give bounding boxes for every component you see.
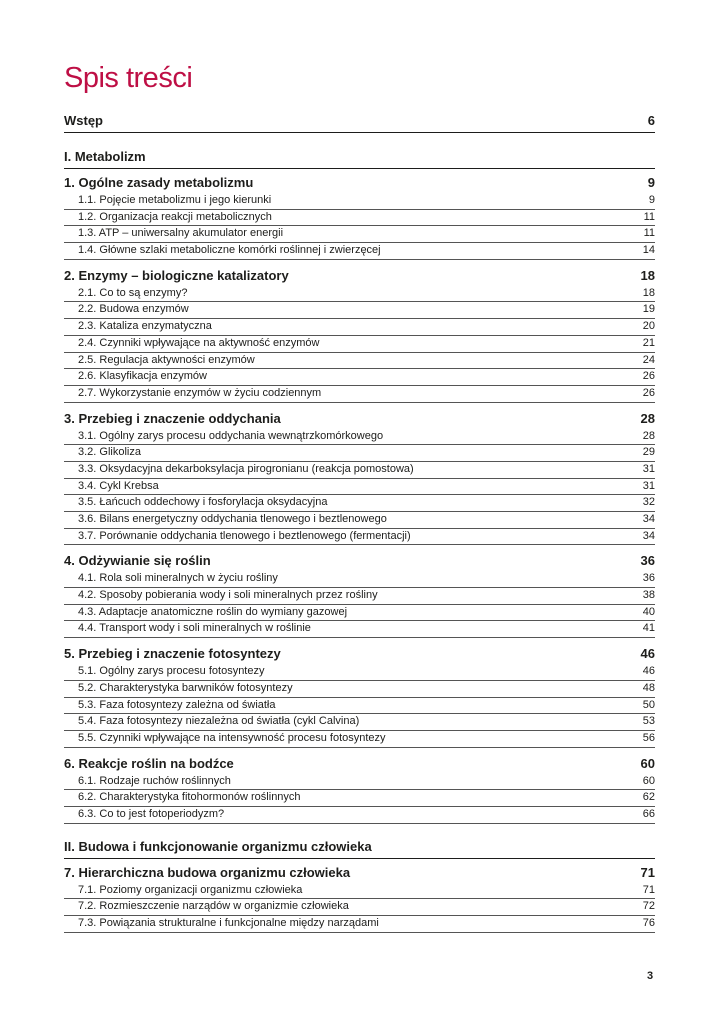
toc-entry-page-number: 56 bbox=[642, 731, 655, 744]
toc-entry[interactable] bbox=[64, 369, 655, 386]
toc-entry-label: 6.2. Charakterystyka fitohormonów roślinnych bbox=[78, 791, 301, 804]
toc-entry-page-number: 38 bbox=[642, 589, 655, 602]
toc-entry-label: 3.7. Porównanie oddychania tlenowego i beztlenowego (fermentacji) bbox=[78, 529, 411, 542]
toc-chapter-heading-page-number: 36 bbox=[640, 553, 655, 569]
toc-chapter bbox=[64, 267, 655, 403]
toc-entry-label: 2.6. Klasyfikacja enzymów bbox=[78, 370, 207, 383]
toc-entry-page-number: 40 bbox=[642, 605, 655, 618]
toc-entry-label: 2.4. Czynniki wpływające na aktywność enzymów bbox=[78, 336, 320, 349]
toc-entry[interactable] bbox=[64, 386, 655, 403]
toc-entry-page-number: 11 bbox=[643, 227, 655, 240]
toc-entry-page-number: 36 bbox=[642, 572, 655, 585]
toc-entry-label: 2.3. Kataliza enzymatyczna bbox=[78, 320, 212, 333]
toc-entry[interactable] bbox=[64, 243, 655, 260]
toc-entry[interactable] bbox=[64, 353, 655, 370]
toc-entry-label: 4.4. Transport wody i soli mineralnych w roślinie bbox=[78, 622, 311, 635]
toc-entry[interactable] bbox=[64, 286, 655, 303]
toc-entry-label: 6.1. Rodzaje ruchów roślinnych bbox=[78, 774, 231, 787]
toc-entry-label: 3.5. Łańcuch oddechowy i fosforylacja oksydacyjna bbox=[78, 496, 328, 509]
toc-chapter-heading-page-number: 18 bbox=[640, 267, 655, 283]
page-number: 3 bbox=[647, 970, 654, 982]
toc-chapter-heading-page-number: 60 bbox=[640, 755, 655, 771]
toc-chapter-heading-page-number: 28 bbox=[640, 410, 655, 426]
toc-chapter-heading-label: 1. Ogólne zasady metabolizmu bbox=[64, 175, 254, 190]
toc-entry[interactable] bbox=[64, 429, 655, 446]
toc-entry-page-number: 9 bbox=[648, 194, 655, 206]
toc-chapter-heading[interactable] bbox=[64, 174, 655, 193]
toc-entry[interactable] bbox=[64, 210, 655, 227]
toc-entry-label: 4.3. Adaptacje anatomiczne roślin do wymiany gazowej bbox=[78, 605, 348, 618]
toc-entry-page-number: 31 bbox=[642, 479, 655, 492]
toc-entry-page-number: 76 bbox=[642, 917, 655, 929]
toc-entry-page-number: 26 bbox=[642, 370, 655, 383]
toc-entry-label: 5.2. Charakterystyka barwników fotosyntezy bbox=[78, 681, 293, 694]
toc-entry[interactable] bbox=[64, 495, 655, 512]
toc-entry[interactable] bbox=[64, 681, 655, 698]
toc-entry-label: 5.5. Czynniki wpływające na intensywność procesu fotosyntezy bbox=[78, 731, 386, 744]
toc-entry[interactable] bbox=[64, 731, 655, 748]
toc-chapter bbox=[64, 174, 655, 260]
toc-chapter-heading-label: 2. Enzymy – biologiczne katalizatory bbox=[64, 267, 289, 283]
toc-entry[interactable] bbox=[64, 336, 655, 353]
toc-chapter-heading-page-number: 71 bbox=[640, 864, 655, 880]
toc-chapter-heading-label: 4. Odżywianie się roślin bbox=[64, 553, 211, 569]
toc-entry-page-number: 66 bbox=[642, 807, 655, 820]
toc-entry-page-number: 11 bbox=[643, 210, 655, 223]
toc-chapter bbox=[64, 755, 655, 824]
toc-entry-page-number: 14 bbox=[642, 244, 655, 257]
toc-entry[interactable] bbox=[64, 621, 655, 638]
toc-entry[interactable] bbox=[64, 529, 655, 546]
toc-intro-page-number: 6 bbox=[647, 113, 655, 128]
toc-intro[interactable] bbox=[64, 111, 655, 132]
toc-entry-label: 5.1. Ogólny zarys procesu fotosyntezy bbox=[78, 665, 265, 678]
toc-entry-label: 1.3. ATP – uniwersalny akumulator energii bbox=[78, 227, 284, 240]
toc-chapter bbox=[64, 410, 655, 546]
toc-entry-label: 3.1. Ogólny zarys procesu oddychania wewnątrzkomórkowego bbox=[78, 429, 384, 442]
toc-entry[interactable] bbox=[64, 899, 655, 916]
toc-entry[interactable] bbox=[64, 807, 655, 824]
toc-chapter-heading-label: 5. Przebieg i znaczenie fotosyntezy bbox=[64, 646, 281, 662]
toc-entry[interactable] bbox=[64, 462, 655, 479]
toc-chapter-heading[interactable] bbox=[64, 267, 655, 286]
toc-entry-label: 7.2. Rozmieszczenie narządów w organizmie człowieka bbox=[78, 900, 349, 913]
toc-entry-label: 3.6. Bilans energetyczny oddychania tlenowego i beztlenowego bbox=[78, 513, 387, 525]
toc-entry-page-number: 34 bbox=[642, 513, 655, 525]
toc-entry-page-number: 48 bbox=[642, 681, 655, 694]
toc-entry-label: 5.4. Faza fotosyntezy niezależna od światła (cykl Calvina) bbox=[78, 715, 360, 728]
toc-entry-label: 4.2. Sposoby pobierania wody i soli mineralnych przez rośliny bbox=[78, 589, 378, 602]
toc-entry-label: 3.2. Glikoliza bbox=[78, 446, 141, 459]
toc-entry-page-number: 46 bbox=[642, 665, 655, 678]
toc-entry-page-number: 60 bbox=[642, 774, 655, 787]
toc-entry-page-number: 62 bbox=[642, 791, 655, 804]
toc-entry-page-number: 26 bbox=[642, 386, 655, 399]
toc-entry-label: 6.3. Co to jest fotoperiodyzm? bbox=[78, 807, 225, 820]
toc-entry-page-number: 21 bbox=[642, 336, 655, 349]
toc-entry-page-number: 24 bbox=[642, 353, 655, 366]
toc-part-label: II. Budowa i funkcjonowanie organizmu człowieka bbox=[64, 838, 372, 854]
toc-entry[interactable] bbox=[64, 790, 655, 807]
toc-entry-label: 7.1. Poziomy organizacji organizmu człowieka bbox=[78, 883, 303, 896]
toc-entry-label: 3.4. Cykl Krebsa bbox=[78, 479, 159, 492]
toc-entry-page-number: 41 bbox=[642, 622, 655, 635]
toc-part[interactable] bbox=[64, 147, 655, 169]
toc-entry-label: 2.1. Co to są enzymy? bbox=[78, 286, 188, 299]
toc-chapter-heading[interactable] bbox=[64, 864, 655, 883]
toc-entry-page-number: 71 bbox=[642, 883, 655, 896]
toc-entry-page-number: 29 bbox=[642, 446, 655, 459]
toc-chapter-heading-label: 3. Przebieg i znaczenie oddychania bbox=[64, 410, 281, 426]
toc-entry[interactable] bbox=[64, 302, 655, 319]
page-title: Spis treści bbox=[64, 62, 193, 94]
toc-entry[interactable] bbox=[64, 698, 655, 715]
toc-entry[interactable] bbox=[64, 588, 655, 605]
toc-entry-page-number: 34 bbox=[642, 529, 655, 542]
toc-entry[interactable] bbox=[64, 226, 655, 243]
toc-entry[interactable] bbox=[64, 664, 655, 681]
toc-entry-page-number: 20 bbox=[642, 320, 655, 333]
toc-chapter bbox=[64, 864, 655, 933]
toc-chapter-heading[interactable] bbox=[64, 410, 655, 429]
toc-entry[interactable] bbox=[64, 774, 655, 791]
toc-chapter-heading[interactable] bbox=[64, 552, 655, 571]
toc-chapter-heading-page-number: 46 bbox=[640, 646, 655, 662]
toc-entry-label: 2.5. Regulacja aktywności enzymów bbox=[78, 353, 255, 366]
toc-entry[interactable] bbox=[64, 605, 655, 622]
toc-entry-page-number: 31 bbox=[642, 462, 655, 475]
toc-entry-page-number: 28 bbox=[642, 429, 655, 442]
toc-entry[interactable] bbox=[64, 883, 655, 900]
toc-entry[interactable] bbox=[64, 916, 655, 933]
toc-entry[interactable] bbox=[64, 714, 655, 731]
toc-part-label: I. Metabolizm bbox=[64, 149, 146, 164]
toc-entry-page-number: 18 bbox=[642, 286, 655, 299]
toc-chapter-heading[interactable] bbox=[64, 645, 655, 664]
toc-chapter-heading-label: 7. Hierarchiczna budowa organizmu człowieka bbox=[64, 864, 351, 880]
toc-entry-label: 1.1. Pojęcie metabolizmu i jego kierunki bbox=[78, 194, 272, 206]
divider bbox=[64, 132, 655, 133]
toc-entry[interactable] bbox=[64, 479, 655, 496]
toc-entry-page-number: 50 bbox=[642, 698, 655, 711]
table-of-contents bbox=[64, 111, 655, 940]
toc-entry[interactable] bbox=[64, 512, 655, 529]
toc-entry-page-number: 72 bbox=[642, 900, 655, 913]
toc-entry-page-number: 53 bbox=[642, 715, 655, 728]
toc-chapter-heading-page-number: 9 bbox=[647, 175, 655, 190]
toc-chapter-heading[interactable] bbox=[64, 755, 655, 774]
toc-entry[interactable] bbox=[64, 445, 655, 462]
toc-chapter-heading-label: 6. Reakcje roślin na bodźce bbox=[64, 755, 234, 771]
toc-part[interactable] bbox=[64, 837, 655, 859]
toc-entry[interactable] bbox=[64, 319, 655, 336]
toc-entry[interactable] bbox=[64, 193, 655, 210]
toc-entry-label: 3.3. Oksydacyjna dekarboksylacja pirogronianu (reakcja pomostowa) bbox=[78, 462, 414, 475]
toc-entry-page-number: 19 bbox=[642, 303, 655, 316]
toc-entry[interactable] bbox=[64, 571, 655, 588]
toc-entry-label: 2.7. Wykorzystanie enzymów w życiu codziennym bbox=[78, 386, 322, 399]
toc-entry-label: 5.3. Faza fotosyntezy zależna od światła bbox=[78, 698, 276, 711]
toc-entry-label: 1.2. Organizacja reakcji metabolicznych bbox=[78, 210, 272, 223]
toc-entry-label: 1.4. Główne szlaki metaboliczne komórki roślinnej i zwierzęcej bbox=[78, 244, 381, 257]
toc-chapter bbox=[64, 645, 655, 747]
toc-entry-page-number: 32 bbox=[642, 496, 655, 509]
toc-entry-label: 7.3. Powiązania strukturalne i funkcjonalne między narządami bbox=[78, 917, 379, 929]
toc-chapter bbox=[64, 552, 655, 638]
toc-entry-label: 2.2. Budowa enzymów bbox=[78, 303, 189, 316]
toc-entry-label: 4.1. Rola soli mineralnych w życiu rośliny bbox=[78, 572, 278, 585]
toc-intro-label: Wstęp bbox=[64, 113, 103, 128]
